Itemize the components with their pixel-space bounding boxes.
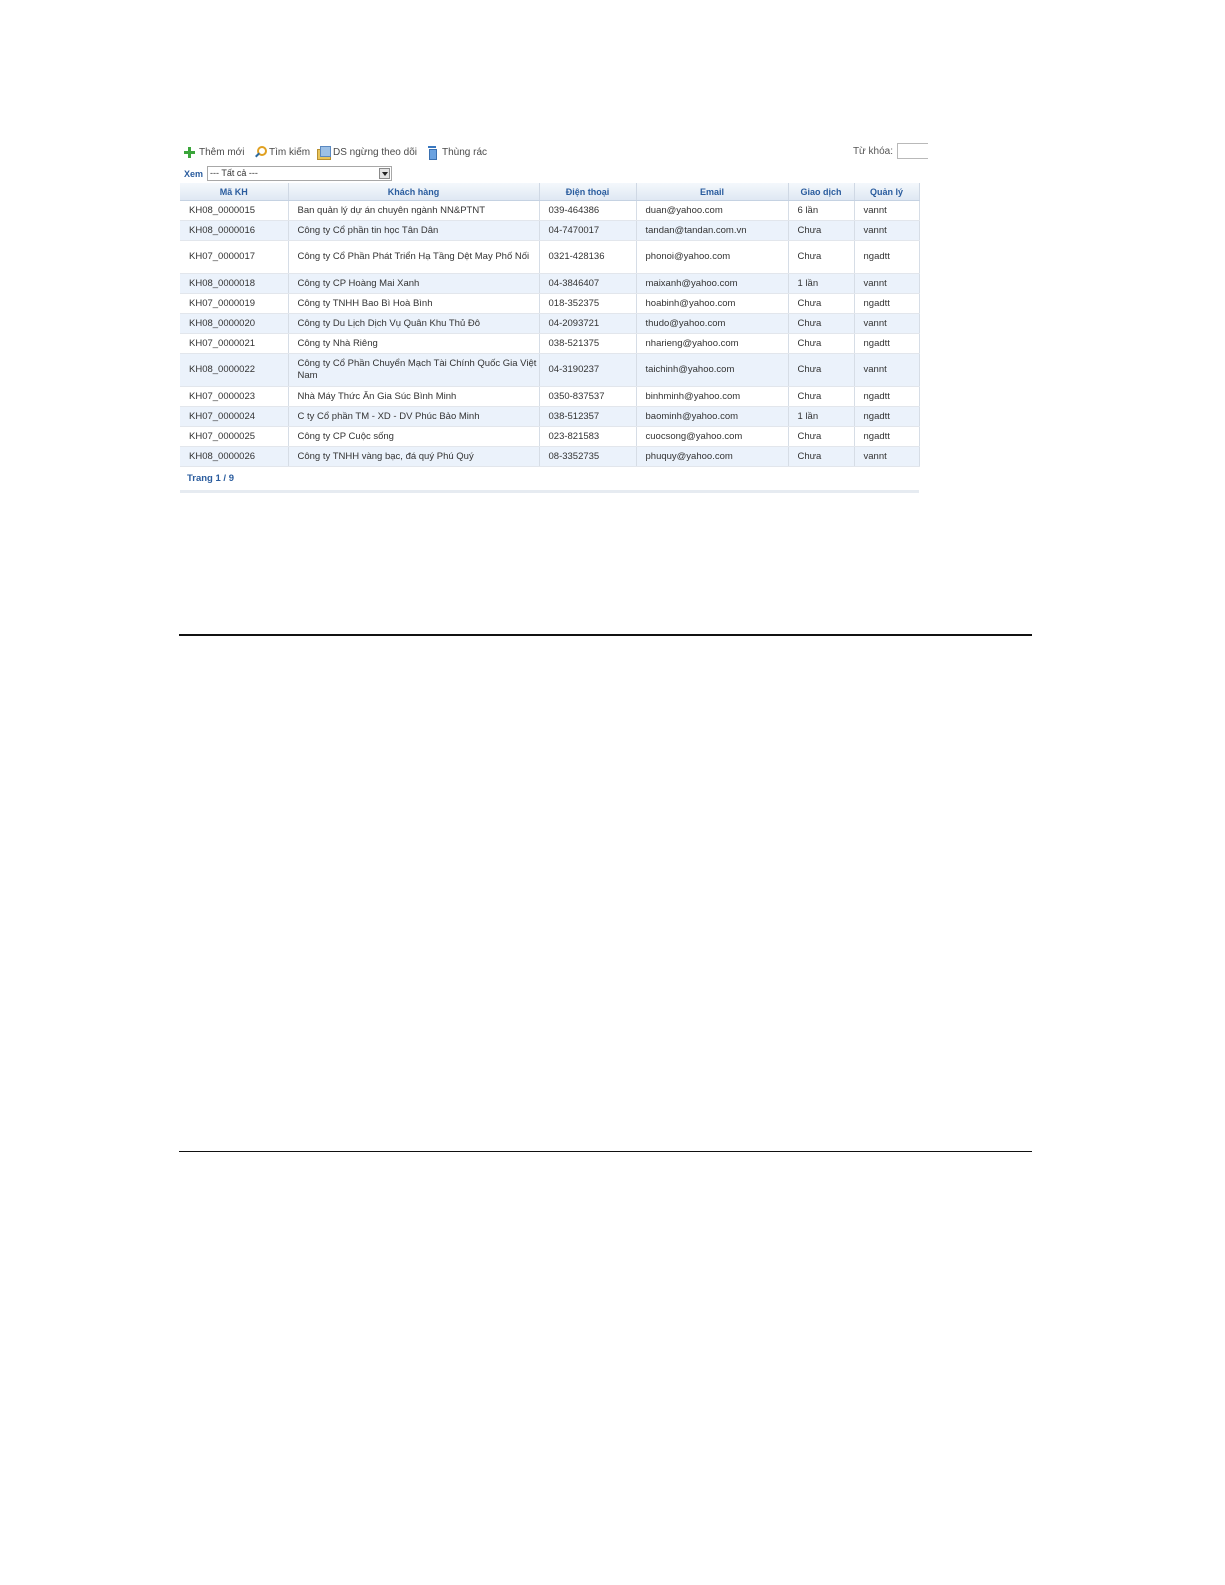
table-row[interactable] xyxy=(180,294,919,314)
cell-email: tandan@tandan.com.vn xyxy=(636,221,788,241)
keyword-label: Từ khóa: xyxy=(852,145,893,157)
cell-customer-name[interactable]: Công ty Cổ Phần Phát Triển Hạ Tầng Dệt May Phố Nối xyxy=(288,241,539,274)
cell-customer-name[interactable]: Công ty Cổ Phần Chuyển Mạch Tài Chính Quốc Gia Việt Nam xyxy=(288,354,539,387)
table-row[interactable] xyxy=(180,274,919,294)
cell-phone: 018-352375 xyxy=(539,294,636,314)
cell-email: hoabinh@yahoo.com xyxy=(636,294,788,314)
cell-manager: ngadtt xyxy=(854,387,919,407)
view-filter-select[interactable] xyxy=(207,166,392,181)
cell-email: taichinh@yahoo.com xyxy=(636,354,788,387)
trash-icon xyxy=(426,146,439,159)
cell-phone: 04-7470017 xyxy=(539,221,636,241)
cell-transactions: Chưa xyxy=(788,387,854,407)
cell-phone: 023-821583 xyxy=(539,427,636,447)
cell-manager: ngadtt xyxy=(854,334,919,354)
cell-phone: 038-521375 xyxy=(539,334,636,354)
cell-phone: 0321-428136 xyxy=(539,241,636,274)
table-row[interactable] xyxy=(180,201,919,221)
divider-top xyxy=(179,634,1032,636)
cell-id: KH08_0000015 xyxy=(180,201,288,221)
column-header-transactions[interactable]: Giao dịch xyxy=(788,183,854,201)
cell-id: KH08_0000018 xyxy=(180,274,288,294)
trash-button[interactable] xyxy=(426,146,487,159)
cell-manager: ngadtt xyxy=(854,427,919,447)
stopped-list-label: DS ngừng theo dõi xyxy=(333,147,417,158)
cell-customer-name[interactable]: Công ty CP Cuộc sống xyxy=(288,427,539,447)
cell-email: nharieng@yahoo.com xyxy=(636,334,788,354)
cell-manager: vannt xyxy=(854,221,919,241)
search-icon xyxy=(253,146,266,159)
cell-phone: 04-3190237 xyxy=(539,354,636,387)
cell-transactions: Chưa xyxy=(788,354,854,387)
table-row[interactable] xyxy=(180,387,919,407)
cell-email: phuquy@yahoo.com xyxy=(636,447,788,467)
cell-customer-name[interactable]: Ban quản lý dự án chuyên ngành NN&PTNT xyxy=(288,201,539,221)
table-row[interactable] xyxy=(180,314,919,334)
cell-customer-name[interactable]: Nhà Máy Thức Ăn Gia Súc Bình Minh xyxy=(288,387,539,407)
column-header-phone[interactable]: Điện thoại xyxy=(539,183,636,201)
cell-email: phonoi@yahoo.com xyxy=(636,241,788,274)
cell-transactions: Chưa xyxy=(788,221,854,241)
table-row[interactable] xyxy=(180,407,919,427)
cell-id: KH07_0000023 xyxy=(180,387,288,407)
cell-manager: ngadtt xyxy=(854,241,919,274)
cell-id: KH08_0000016 xyxy=(180,221,288,241)
cell-phone: 038-512357 xyxy=(539,407,636,427)
pagination xyxy=(180,467,919,493)
cell-email: maixanh@yahoo.com xyxy=(636,274,788,294)
add-new-label: Thêm mới xyxy=(199,147,245,158)
cell-customer-name[interactable]: Công ty Cổ phần tin học Tân Dân xyxy=(288,221,539,241)
column-header-customer[interactable]: Khách hàng xyxy=(288,183,539,201)
cell-email: duan@yahoo.com xyxy=(636,201,788,221)
cell-customer-name[interactable]: Công ty TNHH vàng bạc, đá quý Phú Quý xyxy=(288,447,539,467)
cell-email: baominh@yahoo.com xyxy=(636,407,788,427)
keyword-input[interactable] xyxy=(897,143,928,159)
table-row[interactable] xyxy=(180,334,919,354)
cell-email: cuocsong@yahoo.com xyxy=(636,427,788,447)
cell-transactions: Chưa xyxy=(788,334,854,354)
cell-id: KH08_0000020 xyxy=(180,314,288,334)
keyword-search xyxy=(853,143,928,159)
chevron-down-icon[interactable] xyxy=(379,168,390,179)
cell-customer-name[interactable]: Công ty TNHH Bao Bì Hoà Bình xyxy=(288,294,539,314)
cell-customer-name[interactable]: Công ty Nhà Riêng xyxy=(288,334,539,354)
cell-manager: vannt xyxy=(854,201,919,221)
cell-phone: 039-464386 xyxy=(539,201,636,221)
table-row[interactable] xyxy=(180,447,919,467)
table-header-row xyxy=(180,183,919,201)
trash-label: Thùng rác xyxy=(442,147,488,158)
cell-phone: 04-2093721 xyxy=(539,314,636,334)
cell-phone: 0350-837537 xyxy=(539,387,636,407)
column-header-manager[interactable]: Quản lý xyxy=(854,183,919,201)
cell-transactions: 1 lần xyxy=(788,407,854,427)
cell-customer-name[interactable]: Công ty Du Lịch Dịch Vụ Quân Khu Thủ Đô xyxy=(288,314,539,334)
cell-transactions: 6 lần xyxy=(788,201,854,221)
filter-bar xyxy=(180,164,928,183)
page-indicator[interactable]: Trang 1 / 9 xyxy=(187,473,234,484)
stopped-list-button[interactable] xyxy=(317,146,417,159)
cell-transactions: Chưa xyxy=(788,447,854,467)
plus-icon xyxy=(183,146,196,159)
toolbar xyxy=(180,140,928,164)
cell-manager: vannt xyxy=(854,447,919,467)
view-label: Xem xyxy=(184,168,204,179)
divider-bottom xyxy=(179,1151,1032,1152)
column-header-email[interactable]: Email xyxy=(636,183,788,201)
cell-id: KH07_0000024 xyxy=(180,407,288,427)
table-row[interactable] xyxy=(180,354,919,387)
cell-id: KH07_0000017 xyxy=(180,241,288,274)
table-row[interactable] xyxy=(180,221,919,241)
cell-manager: vannt xyxy=(854,354,919,387)
cell-manager: vannt xyxy=(854,274,919,294)
cell-transactions: Chưa xyxy=(788,314,854,334)
cell-transactions: Chưa xyxy=(788,241,854,274)
cell-manager: ngadtt xyxy=(854,407,919,427)
cell-email: binhminh@yahoo.com xyxy=(636,387,788,407)
cell-manager: ngadtt xyxy=(854,294,919,314)
cell-id: KH08_0000022 xyxy=(180,354,288,387)
cell-id: KH07_0000025 xyxy=(180,427,288,447)
cell-customer-name[interactable]: C ty Cổ phần TM - XD - DV Phúc Bảo Minh xyxy=(288,407,539,427)
cell-customer-name[interactable]: Công ty CP Hoàng Mai Xanh xyxy=(288,274,539,294)
cell-transactions: 1 lần xyxy=(788,274,854,294)
table-row[interactable] xyxy=(180,241,919,274)
customer-table xyxy=(180,183,920,467)
add-new-button[interactable] xyxy=(183,146,244,159)
customer-list-panel xyxy=(180,140,928,493)
folder-icon xyxy=(317,146,330,159)
cell-manager: vannt xyxy=(854,314,919,334)
cell-id: KH07_0000021 xyxy=(180,334,288,354)
cell-phone: 08-3352735 xyxy=(539,447,636,467)
cell-id: KH07_0000019 xyxy=(180,294,288,314)
search-button[interactable] xyxy=(253,146,310,159)
table-row[interactable] xyxy=(180,427,919,447)
cell-transactions: Chưa xyxy=(788,427,854,447)
cell-email: thudo@yahoo.com xyxy=(636,314,788,334)
search-label: Tìm kiếm xyxy=(269,147,311,158)
cell-id: KH08_0000026 xyxy=(180,447,288,467)
view-filter-value: --- Tất cả --- xyxy=(210,168,258,178)
cell-phone: 04-3846407 xyxy=(539,274,636,294)
cell-transactions: Chưa xyxy=(788,294,854,314)
column-header-id[interactable]: Mã KH xyxy=(180,183,288,201)
